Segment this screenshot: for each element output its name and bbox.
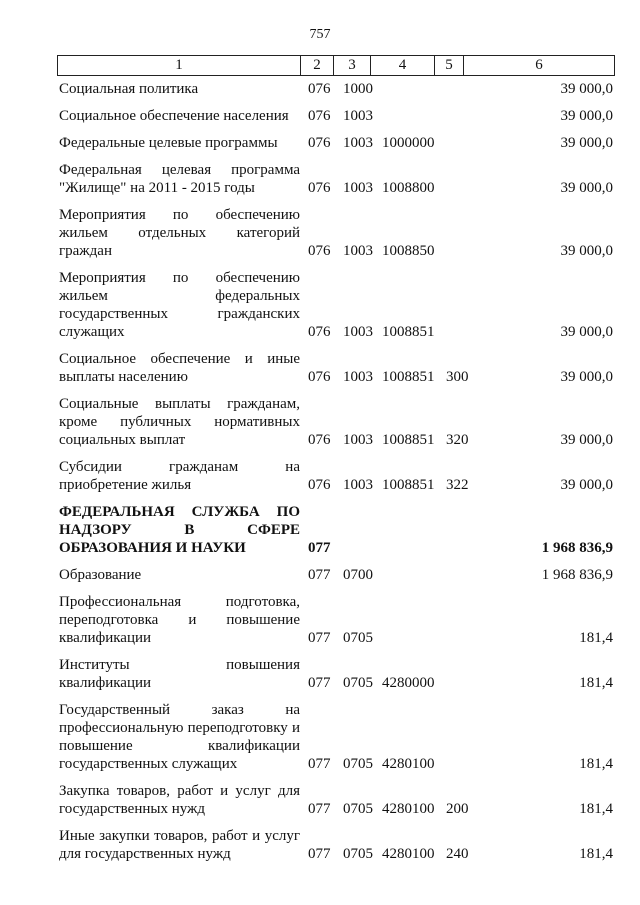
row-amount: 39 000,0: [560, 324, 613, 340]
row-code-target: 4280100: [382, 756, 435, 772]
row-code-target: 4280100: [382, 801, 435, 817]
row-code-section: 1003: [343, 432, 373, 448]
row-name: Мероприятия по обеспечению жильем отдельных категорий граждан: [59, 207, 300, 259]
row-code-section: 1003: [343, 243, 373, 259]
row-code-section: 1000: [343, 81, 373, 97]
row-code-section: 0705: [343, 846, 373, 862]
row-code-target: 1008800: [382, 180, 435, 196]
header-col-4: 4: [371, 56, 435, 75]
row-name: Социальное обеспечение и иные выплаты населению: [59, 351, 300, 385]
row-amount: 181,4: [579, 801, 613, 817]
row-name: Социальная политика: [59, 81, 199, 97]
row-amount: 39 000,0: [560, 432, 613, 448]
row-name: Иные закупки товаров, работ и услуг для государственных нужд: [59, 828, 300, 862]
table-row: [57, 350, 615, 386]
table-row: [57, 782, 615, 818]
table-row: [57, 395, 615, 449]
row-code-ministry: 077: [308, 630, 331, 646]
row-name: Мероприятия по обеспечению жильем федеральных государственных гражданских служащих: [59, 270, 300, 340]
table-row: [57, 269, 615, 341]
row-code-ministry: 076: [308, 477, 331, 493]
row-code-target: 4280100: [382, 846, 435, 862]
row-code-section: 1003: [343, 369, 373, 385]
row-code-ministry: 077: [308, 801, 331, 817]
row-name: Субсидии гражданам на приобретение жилья: [59, 459, 300, 493]
table-row: [57, 593, 615, 647]
table-row: [57, 827, 615, 863]
row-name: Государственный заказ на профессиональную переподготовку и повышение квалификации государственных служащих: [59, 702, 300, 772]
header-col-6: 6: [535, 57, 543, 73]
table-row: [57, 701, 615, 773]
row-code-target: 1000000: [382, 135, 435, 151]
row-name: Закупка товаров, работ и услуг для государственных нужд: [59, 783, 300, 817]
row-code-section: 1003: [343, 180, 373, 196]
row-code-target: 1008851: [382, 369, 435, 385]
table-row: [57, 206, 615, 260]
row-code-ministry: 077: [308, 846, 331, 862]
row-amount: 39 000,0: [560, 81, 613, 97]
row-name: Институты повышения квалификации: [59, 657, 300, 691]
row-code-ministry: 076: [308, 135, 331, 151]
row-code-target: 1008850: [382, 243, 435, 259]
row-amount: 39 000,0: [560, 108, 613, 124]
table-row: [57, 458, 615, 494]
table-row: [57, 656, 615, 692]
header-col-1: 1: [58, 56, 301, 75]
row-code-section: 0705: [343, 675, 373, 691]
row-code-expense-type: 300: [446, 369, 469, 385]
row-code-section: 1003: [343, 477, 373, 493]
row-amount: 39 000,0: [560, 477, 613, 493]
row-code-ministry: 076: [308, 369, 331, 385]
budget-table-body: [57, 80, 615, 872]
row-amount: 181,4: [579, 675, 613, 691]
row-code-ministry: 076: [308, 180, 331, 196]
row-name: Федеральная целевая программа "Жилище" на 2011 - 2015 годы: [59, 162, 300, 196]
row-amount: 181,4: [579, 846, 613, 862]
row-name: ФЕДЕРАЛЬНАЯ СЛУЖБА ПО НАДЗОРУ В СФЕРЕ ОБРАЗОВАНИЯ И НАУКИ: [59, 504, 300, 556]
table-row: [57, 566, 615, 584]
table-row: [57, 134, 615, 152]
row-amount: 39 000,0: [560, 135, 613, 151]
row-code-section: 0705: [343, 801, 373, 817]
row-code-ministry: 076: [308, 81, 331, 97]
table-row-agency-heading: [57, 503, 615, 557]
page-number: 757: [309, 27, 331, 42]
row-name: Социальное обеспечение населения: [59, 108, 289, 124]
table-row: [57, 107, 615, 125]
row-code-ministry: 076: [308, 243, 331, 259]
row-code-ministry: 076: [308, 108, 331, 124]
row-code-expense-type: 240: [446, 846, 469, 862]
row-code-target: 1008851: [382, 324, 435, 340]
row-code-ministry: 077: [308, 567, 331, 583]
row-code-expense-type: 320: [446, 432, 469, 448]
header-col-2: 2: [301, 56, 334, 75]
header-col-5: 5: [435, 56, 464, 75]
table-row: [57, 80, 615, 98]
row-code-ministry: 076: [308, 324, 331, 340]
row-name: Профессиональная подготовка, переподготовка и повышение квалификации: [59, 594, 300, 646]
row-amount: 181,4: [579, 630, 613, 646]
row-code-ministry: 077: [308, 540, 331, 556]
row-amount: 39 000,0: [560, 369, 613, 385]
row-code-section: 1003: [343, 135, 373, 151]
row-code-ministry: 077: [308, 675, 331, 691]
row-code-section: 1003: [343, 108, 373, 124]
row-name: Социальные выплаты гражданам, кроме публичных нормативных социальных выплат: [59, 396, 300, 448]
row-code-section: 0700: [343, 567, 373, 583]
table-header-row: [57, 55, 615, 76]
row-code-section: 1003: [343, 324, 373, 340]
row-code-section: 0705: [343, 630, 373, 646]
row-code-target: 1008851: [382, 432, 435, 448]
row-amount: 39 000,0: [560, 243, 613, 259]
row-name: Образование: [59, 567, 142, 583]
row-code-ministry: 077: [308, 756, 331, 772]
row-code-target: 1008851: [382, 477, 435, 493]
row-code-section: 0705: [343, 756, 373, 772]
row-code-expense-type: 322: [446, 477, 469, 493]
row-code-target: 4280000: [382, 675, 435, 691]
row-name: Федеральные целевые программы: [59, 135, 278, 151]
row-amount: 181,4: [579, 756, 613, 772]
row-code-ministry: 076: [308, 432, 331, 448]
row-code-expense-type: 200: [446, 801, 469, 817]
row-amount: 1 968 836,9: [541, 567, 613, 583]
row-amount: 39 000,0: [560, 180, 613, 196]
header-col-3: 3: [334, 56, 371, 75]
table-row: [57, 161, 615, 197]
row-amount: 1 968 836,9: [541, 540, 613, 556]
